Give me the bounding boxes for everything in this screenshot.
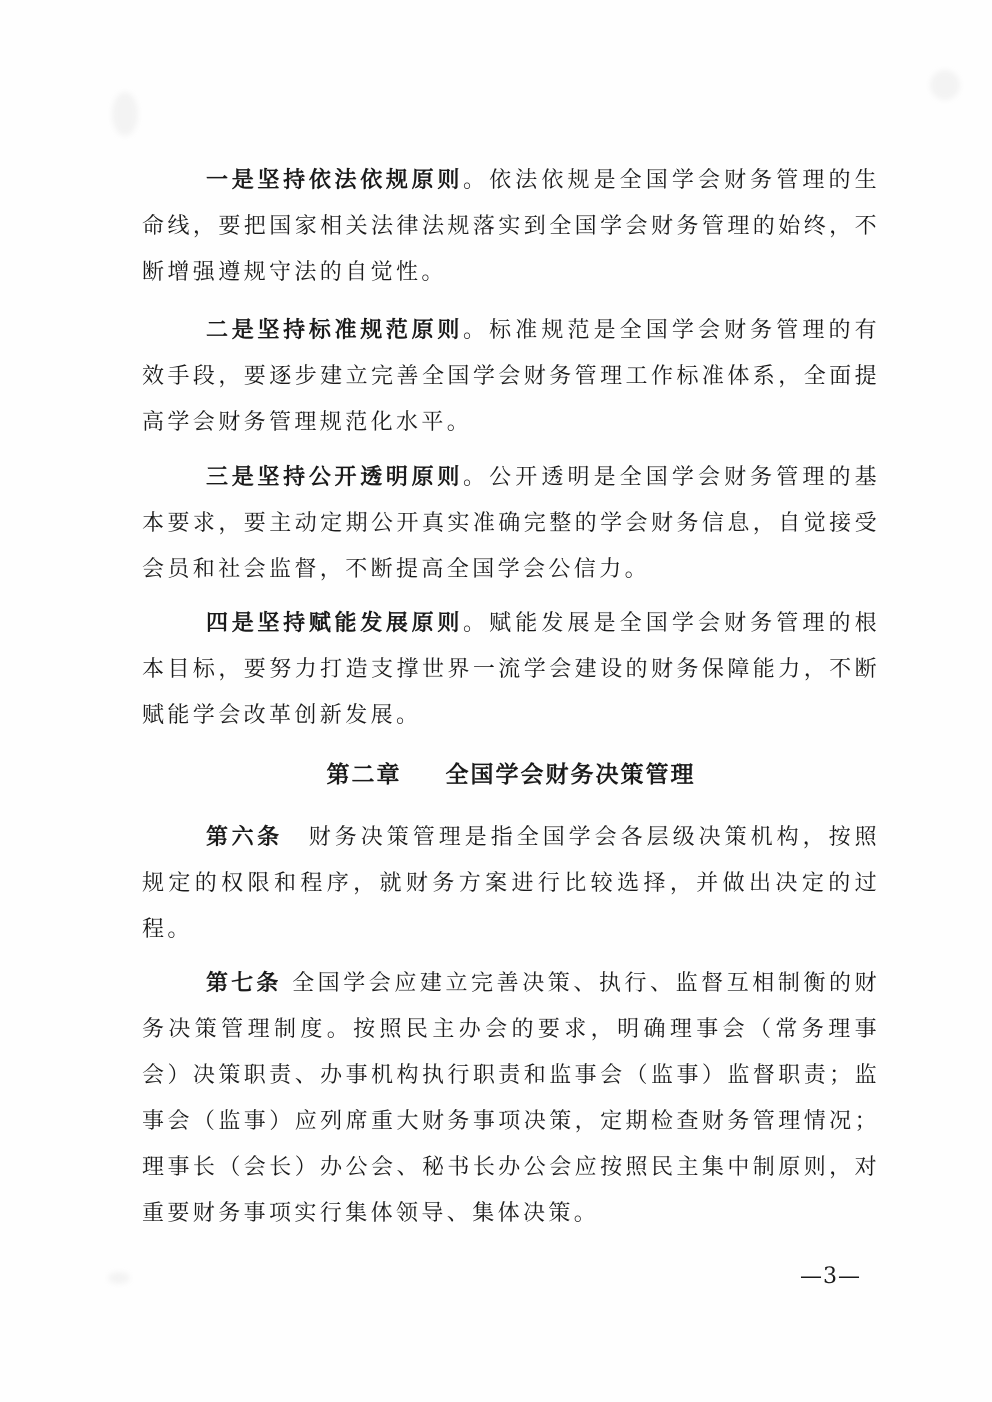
article-text-6: 财务决策管理是指全国学会各层级决策机构，按照规定的权限和程序，就财务方案进行比较选择，并做出决定的过程。 [142,825,880,942]
principle-text-3: 。公开透明是全国学会财务管理的基本要求，要主动定期公开真实准确完整的学会财务信息，自觉接受会员和社会监督，不断提高全国学会公信力。 [142,465,880,582]
principle-lead-1: 一是坚持依法依规原则 [206,168,464,193]
article-paragraph-7 [142,961,880,1237]
principle-paragraph-1 [142,158,880,296]
principle-lead-4: 四是坚持赋能发展原则 [206,611,464,636]
principle-text-1: 。依法依规是全国学会财务管理的生命线，要把国家相关法律法规落实到全国学会财务管理的始终，不断增强遵规守法的自觉性。 [142,168,880,285]
principle-lead-2: 二是坚持标准规范原则 [206,318,464,343]
principle-lead-3: 三是坚持公开透明原则 [206,465,464,490]
page-number: —3— [800,1264,861,1289]
scan-smudge [930,70,960,100]
article-paragraph-6 [142,815,880,953]
scan-smudge [108,1272,130,1284]
principle-paragraph-4 [142,601,880,739]
principle-text-2: 。标准规范是全国学会财务管理的有效手段，要逐步建立完善全国学会财务管理工作标准体系，全面提高学会财务管理规范化水平。 [142,318,880,435]
article-lead-7: 第七条 [206,971,282,996]
principle-text-4: 。赋能发展是全国学会财务管理的根本目标，要努力打造支撑世界一流学会建设的财务保障能力，不断赋能学会改革创新发展。 [142,611,880,728]
chapter-heading: 第二章 全国学会财务决策管理 [326,762,696,788]
principle-paragraph-2 [142,308,880,446]
article-text-7: 全国学会应建立完善决策、执行、监督互相制衡的财务决策管理制度。按照民主办会的要求，明确理事会（常务理事会）决策职责、办事机构执行职责和监事会（监事）监督职责；监事会（监事）应列席重大财务事项决策，定期检查财务管理情况；理事长（会长）办公会、秘书长办公会应按照民主集中制原则，对重要财务事项实行集体领导、集体决策。 [142,971,880,1226]
scan-smudge [112,92,138,136]
article-lead-6: 第六条 [206,825,283,850]
principle-paragraph-3 [142,455,880,593]
